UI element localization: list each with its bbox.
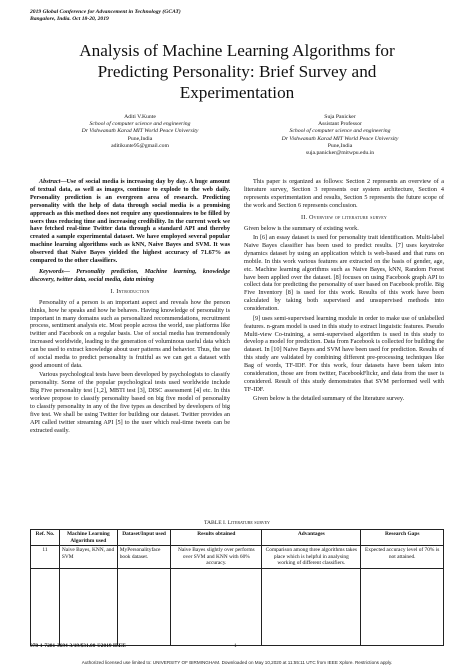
conference-name: 2019 Global Conference for Advancement in Technology (GCAT) xyxy=(30,9,181,15)
organization-paragraph: This paper is organized as follows: Section 2 represents an overview of a literature survey, Section 3 represents our system architecture, Section 4 represents experimentation and results, Section 5 represents the future scope of the work and Section 6 represents conclusion. xyxy=(244,178,444,209)
literature-table xyxy=(30,529,444,646)
table-cell-advantages: Comparison among three algorithms takes place which is helpful in analysing working of different classifiers. xyxy=(262,546,361,569)
intro-paragraph-1: Personality of a person is an important aspect and reveals how the person thinks, how he speaks and how he behaves. Having knowledge of personality is important in many domains such as personalized recommendations, recruitment process, sentiment analysis etc. Most people across the world, use platforms like twitter and Facebook on a regular basis. Use of social media has tremendously increased worldwide, leading to the generation of voluminous useful data which can be used to extract knowledge about user patterns and behavior. Thus, the use of social media to predict personality is fruitful as we can get a dataset with good amount of data. xyxy=(30,298,230,369)
keywords-label: Keywords xyxy=(39,267,64,275)
table-header-cell: Research Gaps xyxy=(361,530,444,546)
author-email[interactable]: suja.panicker@mitwpu.edu.in xyxy=(305,150,375,157)
right-column xyxy=(244,178,444,405)
keywords-text: — Personality prediction, Machine learning, knowledge discovery, twitter data, social media, data mining xyxy=(30,267,230,283)
literature-paragraph-2: [9] uses semi-supervised learning module in order to make use of unlabelled features. n-gram model is used in this study to extract linguistic features. Pseudo Multi-view Co-training, a semi-supervised algorithm is used in this study to develop a model for prediction. Data from Facebook is collected for building the dataset. In [10] Naive Bayes and SVM have been used for prediction. Results of this study are validated by combining different pre-processing techniques like Bag of words, TF-IDF. For this work, four datasets have been taken into consideration, those are from twitter, FacebookFlickr, and data from the user is considered. Result of this study demonstrates that SVM performed well with TF-IDF. xyxy=(244,314,444,393)
footer-isbn: 978-1-7281-3694-3/19/$31.00 ©2019 IEEE xyxy=(30,643,126,649)
author-institution: Dr Vishwanath Karad MIT World Peace University xyxy=(81,128,199,135)
table-cell xyxy=(59,568,117,645)
section-title: Overview of literature survey xyxy=(308,213,388,221)
author-email[interactable]: aditikunte95@gmail.com xyxy=(111,142,169,149)
author-dept: School of computer science and engineering xyxy=(289,128,391,135)
table-cell xyxy=(361,568,444,645)
conference-location: Bangalore, India. Oct 18-20, 2019 xyxy=(30,16,109,22)
table-cell-algorithm: Naive Bayes, KNN, and SVM xyxy=(59,546,117,569)
table-cell-gaps: Expected accuracy level of 70% is not attained. xyxy=(361,546,444,569)
table-header-cell: Machine Learning Algorithm used xyxy=(59,530,117,546)
table-header-cell: Results obtained xyxy=(171,530,262,546)
table-cell xyxy=(262,568,361,645)
table-header-cell: Ref. No. xyxy=(31,530,60,546)
literature-intro: Given below is the summary of existing work. xyxy=(244,224,359,232)
authorized-use-notice: Authorized licensed use limited to: UNIVERSITY OF BIRMINGHAM. Downloaded on May 10,2020 at 11:55:11 UTC from IEEE Xplore. Restrictions apply. xyxy=(81,660,393,665)
author-city: Pune,India xyxy=(327,142,353,149)
section-heading-literature xyxy=(244,214,444,222)
title-line-1: Analysis of Machine Learning Algorithms for xyxy=(79,41,395,60)
section-title: Introduction xyxy=(116,287,150,295)
literature-paragraph-1: In [6] an essay dataset is used for personality trait identification. Multi-label Naive Bayes classifier has been used to predict results. [7] uses keystroke dynamics dataset by using an application which is web-based and that runs on mobile. In this work various features are extracted on the basis of gender, age, etc. Machine learning algorithms such as Naive Bayes, kNN, Random Forest have been applied over the dataset. [8] focuses on using Facebook graph API to collect data for predicting the personality of user based on Facebook profile. Big Five Inventory [8] is used for this work. Results of this work have been calculated by taking both supervised and unsupervised methods into consideration. xyxy=(244,234,444,313)
table-cell xyxy=(31,568,60,645)
conference-header xyxy=(30,9,181,23)
table-cell xyxy=(117,568,171,645)
table-cell xyxy=(171,568,262,645)
left-column xyxy=(30,178,230,436)
table-header-cell: Dataset/Input used xyxy=(117,530,171,546)
author-institution: Dr Vishwanath Karad MIT World Peace University xyxy=(281,135,399,142)
author-name: Aditi V.Kunte xyxy=(124,114,156,120)
intro-paragraph-2: Various psychological tests have been developed by psychologists to classify personality. Some of the popular psychological tests used worldwide include Big Five personality test [1,2], MBTI test [3], DISC assessment [4] etc. In this workwe propose to classify personality based on big five model of personality to classify personality in any of the five types as described by developers of big five test. We shall be using Twitter for building our dataset. Twitter provides an API called twitter streaming API [5] to the user which real-time tweets can be extracted easily. xyxy=(30,371,230,434)
table-header-cell: Advantages xyxy=(262,530,361,546)
page-number: 1 xyxy=(234,643,237,649)
literature-paragraph-3: Given below is the detailed summary of the literature survey. xyxy=(253,395,405,403)
author-name: Suja Panicker xyxy=(324,114,356,120)
paper-title xyxy=(0,40,474,103)
title-line-2: Predicting Personality: Brief Survey and xyxy=(97,62,377,81)
section-number: II. xyxy=(300,213,308,221)
abstract xyxy=(30,178,230,265)
title-line-3: Experimentation xyxy=(179,83,295,102)
author-city: Pune,India xyxy=(127,135,153,142)
section-heading-introduction xyxy=(30,288,230,296)
table-caption: TABLE I. Literature survey xyxy=(204,520,270,526)
keywords xyxy=(30,268,230,284)
author-block-1 xyxy=(50,114,230,150)
author-dept: School of computer science and engineering xyxy=(89,121,191,128)
table-cell-dataset: MyPersonalityface book dataset. xyxy=(117,546,171,569)
table-header-row xyxy=(31,530,444,546)
section-number: I. xyxy=(110,287,115,295)
table-cell-ref: 11 xyxy=(31,546,60,569)
abstract-label: Abstract xyxy=(39,178,61,185)
table-cell-results: Naive Bayes slightly over performs over SVM and KNN with 60% accuracy. xyxy=(171,546,262,569)
author-block-2 xyxy=(250,114,430,157)
author-role: Assistant Professor xyxy=(318,121,362,128)
table-row xyxy=(31,546,444,569)
table-row-empty xyxy=(31,568,444,645)
abstract-text: —Use of social media is increasing day by day. A huge amount of textual data, as well as images, continue to explode to the web daily. Personality prediction is an evergreen area of research. Predicting personality with the help of data through social media is a promising approach as this method does not require any questionnaires to be filled by users thus reducing time and increasing credibility. In the current work we have fetched real-time Twitter data through a standard API and thereby created a sample experimental dataset. We have employed several popular machine learning algorithms such as kNN, Naive Bayes and SVM. It was observed that Naive Bayes yielded the highest accuracy of 71.67% as compared to the other classifiers. xyxy=(30,178,230,265)
